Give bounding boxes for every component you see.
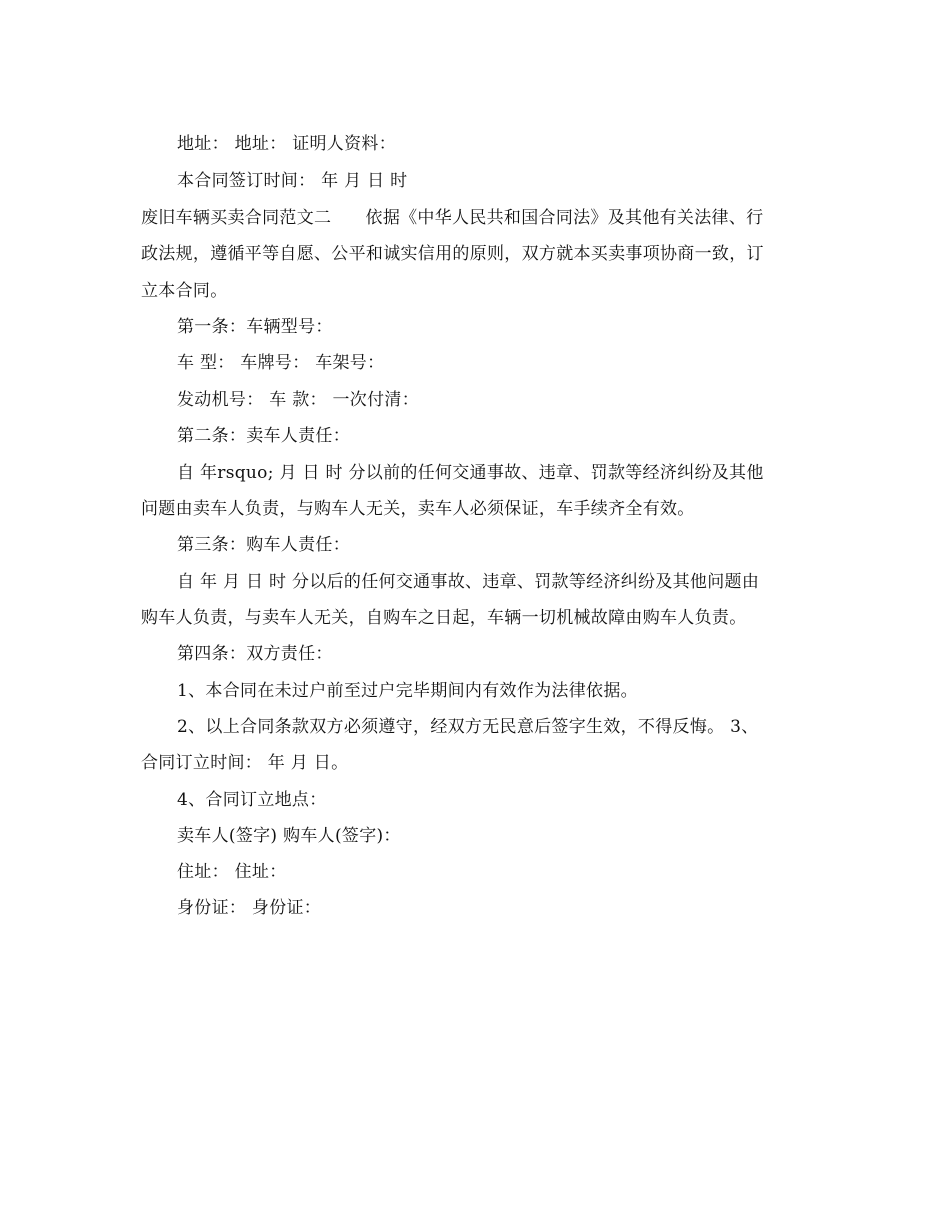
article-four-heading: 第四条：双方责任： bbox=[177, 644, 333, 664]
contract-location-line: 4、合同订立地点： bbox=[177, 790, 327, 810]
article-two-heading: 第二条：卖车人责任： bbox=[177, 426, 350, 446]
seller-responsibility-line: 自 年rsquo; 月 日 时 分以前的任何交通事故、违章、罚款等经济纠纷及其他 bbox=[177, 463, 764, 483]
section-title-paragraph-line: 废旧车辆买卖合同范文二 依据《中华人民共和国合同法》及其他有关法律、行 bbox=[141, 208, 764, 228]
address-line: 住址： 住址： bbox=[177, 862, 287, 882]
article-one-heading: 第一条：车辆型号： bbox=[177, 317, 333, 337]
paragraph-line: 政法规，遵循平等自愿、公平和诚实信用的原则，双方就本买卖事项协商一致，订 bbox=[141, 244, 764, 264]
engine-payment-line: 发动机号： 车 款： 一次付清： bbox=[177, 390, 420, 410]
seller-responsibility-line: 问题由卖车人负责，与购车人无关，卖车人必须保证，车手续齐全有效。 bbox=[141, 499, 695, 519]
buyer-responsibility-line: 自 年 月 日 时 分以后的任何交通事故、违章、罚款等经济纠纷及其他问题由 bbox=[177, 572, 760, 592]
contract-date-line: 合同订立时间： 年 月 日。 bbox=[141, 753, 349, 773]
article-three-heading: 第三条：购车人责任： bbox=[177, 535, 350, 555]
vehicle-info-line: 车 型： 车牌号： 车架号： bbox=[177, 353, 385, 373]
contract-signing-time-line: 本合同签订时间： 年 月 日 时 bbox=[177, 171, 408, 191]
witness-address-line: 地址： 地址： 证明人资料： bbox=[177, 134, 397, 154]
paragraph-line: 立本合同。 bbox=[141, 281, 228, 301]
mutual-responsibility-item: 2、以上合同条款双方必须遵守，经双方无民意后签字生效，不得反悔。 3、 bbox=[177, 717, 759, 737]
mutual-responsibility-item: 1、本合同在未过户前至过户完毕期间内有效作为法律依据。 bbox=[177, 681, 638, 701]
buyer-responsibility-line: 购车人负责，与卖车人无关，自购车之日起，车辆一切机械故障由购车人负责。 bbox=[141, 608, 747, 628]
signature-line: 卖车人(签字) 购车人(签字)： bbox=[177, 826, 401, 846]
id-card-line: 身份证： 身份证： bbox=[177, 898, 322, 918]
